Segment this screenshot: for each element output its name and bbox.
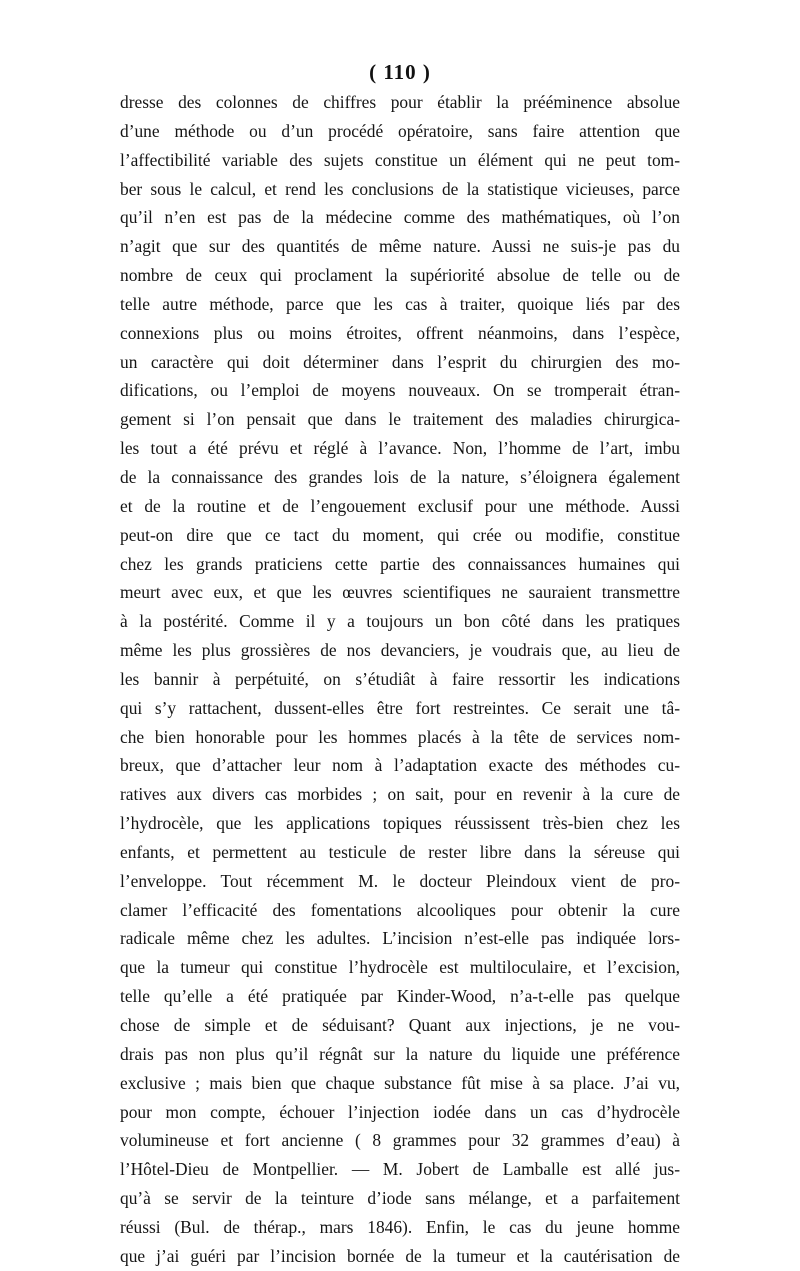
text-line: les bannir à perpétuité, on s’étudiât à faire ressortir les indications (120, 668, 680, 689)
text-line: exclusive ; mais bien que chaque substance fût mise à sa place. J’ai vu, (120, 1072, 680, 1093)
text-line: breux, que d’attacher leur nom à l’adaptation exacte des méthodes cu- (120, 755, 680, 776)
text-line: que j’ai guéri par l’incision bornée de la tumeur et la cautérisation de (120, 1245, 680, 1266)
text-line: l’affectibilité variable des sujets constitue un élément qui ne peut tom- (120, 149, 680, 170)
text-line: clamer l’efficacité des fomentations alcooliques pour obtenir la cure (120, 899, 680, 920)
text-line: pour mon compte, échouer l’injection iodée dans un cas d’hydrocèle (120, 1101, 680, 1122)
text-line: drais pas non plus qu’il régnât sur la nature du liquide une préférence (120, 1043, 680, 1064)
text-line: un caractère qui doit déterminer dans l’esprit du chirurgien des mo- (120, 351, 680, 372)
text-line: d’une méthode ou d’un procédé opératoire, sans faire attention que (120, 120, 680, 141)
text-line: l’enveloppe. Tout récemment M. le docteur Pleindoux vient de pro- (120, 870, 680, 891)
text-line: les tout a été prévu et réglé à l’avance. Non, l’homme de l’art, imbu (120, 438, 680, 459)
body-text (120, 88, 680, 1271)
text-line: qui s’y rattachent, dussent-elles être fort restreintes. Ce serait une tâ- (120, 697, 680, 718)
text-line: réussi (Bul. de thérap., mars 1846). Enfin, le cas du jeune homme (120, 1216, 680, 1237)
text-line: l’hydrocèle, que les applications topiques réussissent très-bien chez les (120, 813, 680, 834)
text-line: volumineuse et fort ancienne ( 8 grammes pour 32 grammes d’eau) à (120, 1130, 680, 1151)
text-line: peut-on dire que ce tact du moment, qui crée ou modifie, constitue (120, 524, 680, 545)
text-line: meurt avec eux, et que les œuvres scientifiques ne sauraient transmettre (120, 582, 680, 603)
text-line: n’agit que sur des quantités de même nature. Aussi ne suis-je pas du (120, 236, 680, 257)
text-line: nombre de ceux qui proclament la supériorité absolue de telle ou de (120, 265, 680, 286)
text-line: chose de simple et de séduisant? Quant aux injections, je ne vou- (120, 1015, 680, 1035)
page-number: ( 110 ) (369, 60, 431, 84)
text-line: connexions plus ou moins étroites, offrent néanmoins, dans l’espèce, (120, 322, 680, 343)
text-line: ber sous le calcul, et rend les conclusions de la statistique vicieuses, parce (120, 178, 680, 199)
text-line: ratives aux divers cas morbides ; on sait, pour en revenir à la cure de (120, 784, 680, 805)
text-line: à la postérité. Comme il y a toujours un bon côté dans les pratiques (120, 611, 680, 632)
text-line: telle autre méthode, parce que les cas à traiter, quoique liés par des (120, 293, 680, 314)
text-line: de la connaissance des grandes lois de la nature, s’éloignera également (120, 466, 680, 487)
text-line: gement si l’on pensait que dans le traitement des maladies chirurgica- (120, 409, 680, 430)
text-line: qu’à se servir de la teinture d’iode sans mélange, et a parfaitement (120, 1188, 680, 1209)
text-line: enfants, et permettent au testicule de rester libre dans la séreuse qui (120, 841, 680, 862)
text-line: telle qu’elle a été pratiquée par Kinder-Wood, n’a-t-elle pas quelque (120, 986, 680, 1007)
text-line: dresse des colonnes de chiffres pour établir la prééminence absolue (120, 92, 680, 112)
text-line: difications, ou l’emploi de moyens nouveaux. On se tromperait étran- (120, 380, 680, 401)
text-line: che bien honorable pour les hommes placés à la tête de services nom- (120, 726, 680, 747)
text-line: chez les grands praticiens cette partie des connaissances humaines qui (120, 553, 680, 574)
text-line: qu’il n’en est pas de la médecine comme des mathématiques, où l’on (120, 207, 680, 228)
text-line: que la tumeur qui constitue l’hydrocèle est multiloculaire, et l’excision, (120, 957, 680, 978)
text-line: et de la routine et de l’engouement exclusif pour une méthode. Aussi (120, 495, 680, 516)
text-line: l’Hôtel-Dieu de Montpellier. — M. Jobert de Lamballe est allé jus- (120, 1159, 680, 1180)
text-line: même les plus grossières de nos devanciers, je voudrais que, au lieu de (120, 640, 680, 661)
text-line: radicale même chez les adultes. L’incision n’est-elle pas indiquée lors- (120, 928, 680, 949)
